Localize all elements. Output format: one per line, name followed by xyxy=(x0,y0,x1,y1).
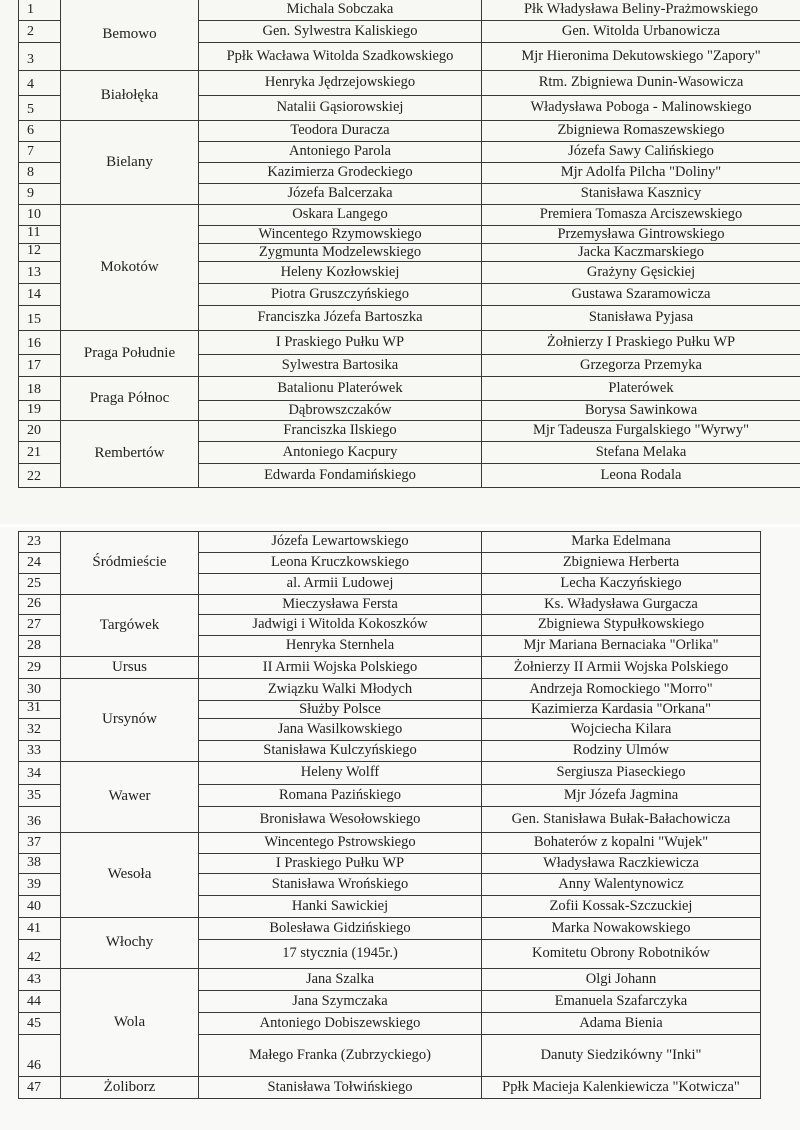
current-street-name: Jadwigi i Witolda Kokoszków xyxy=(199,615,482,636)
row-number: 4 xyxy=(19,71,61,96)
current-street-name: Antoniego Parola xyxy=(199,142,482,163)
row-number: 16 xyxy=(19,331,61,355)
row-number: 36 xyxy=(19,807,61,833)
table-row xyxy=(19,71,800,96)
row-number: 37 xyxy=(19,833,61,854)
new-street-name: Komitetu Obrony Robotników xyxy=(482,940,761,969)
district-name: Włochy xyxy=(61,918,199,969)
table-row xyxy=(19,679,761,701)
current-street-name: Józefa Lewartowskiego xyxy=(199,532,482,553)
new-street-name: Leona Rodala xyxy=(482,464,800,488)
row-number: 47 xyxy=(19,1077,61,1099)
table-row xyxy=(19,969,761,991)
current-street-name: Zygmunta Modzelewskiego xyxy=(199,244,482,262)
district-name: Wawer xyxy=(61,762,199,833)
new-street-name: Marka Nowakowskiego xyxy=(482,918,761,940)
table-row xyxy=(19,657,761,679)
row-number: 3 xyxy=(19,43,61,71)
current-street-name: Bronisława Wesołowskiego xyxy=(199,807,482,833)
row-number: 43 xyxy=(19,969,61,991)
table-row xyxy=(19,377,800,401)
district-name: Wola xyxy=(61,969,199,1077)
row-number: 44 xyxy=(19,991,61,1013)
new-street-name: Gen. Stanisława Bułak-Bałachowicza xyxy=(482,807,761,833)
current-street-name: Leona Kruczkowskiego xyxy=(199,553,482,574)
current-street-name: Gen. Sylwestra Kaliskiego xyxy=(199,21,482,43)
new-street-name: Grzegorza Przemyka xyxy=(482,355,800,377)
new-street-name: Emanuela Szafarczyka xyxy=(482,991,761,1013)
current-street-name: Edwarda Fondamińskiego xyxy=(199,464,482,488)
district-name: Bemowo xyxy=(61,0,199,71)
new-street-name: Władysława Raczkiewicza xyxy=(482,854,761,874)
new-street-name: Ks. Władysława Gurgacza xyxy=(482,595,761,615)
new-street-name: Danuty Siedzikówny "Inki" xyxy=(482,1035,761,1077)
row-number: 42 xyxy=(19,940,61,969)
street-renaming-table-part-2 xyxy=(18,531,761,1099)
row-number: 8 xyxy=(19,163,61,184)
table-row xyxy=(19,595,761,615)
current-street-name: Jana Wasilkowskiego xyxy=(199,719,482,741)
row-number: 10 xyxy=(19,205,61,226)
new-street-name: Grażyny Gęsickiej xyxy=(482,262,800,284)
new-street-name: Stanisława Pyjasa xyxy=(482,306,800,331)
new-street-name: Zofii Kossak-Szczuckiej xyxy=(482,896,761,918)
current-street-name: I Praskiego Pułku WP xyxy=(199,331,482,355)
new-street-name: Bohaterów z kopalni "Wujek" xyxy=(482,833,761,854)
current-street-name: Ppłk Wacława Witolda Szadkowskiego xyxy=(199,43,482,71)
current-street-name: Stanisława Tołwińskiego xyxy=(199,1077,482,1099)
new-street-name: Olgi Johann xyxy=(482,969,761,991)
current-street-name: Hanki Sawickiej xyxy=(199,896,482,918)
current-street-name: Sylwestra Bartosika xyxy=(199,355,482,377)
current-street-name: Dąbrowszczaków xyxy=(199,401,482,421)
table-row xyxy=(19,1077,761,1099)
row-number: 28 xyxy=(19,636,61,657)
current-street-name: al. Armii Ludowej xyxy=(199,574,482,595)
current-street-name: Henryka Sternhela xyxy=(199,636,482,657)
current-street-name: Romana Pazińskiego xyxy=(199,785,482,807)
row-number: 34 xyxy=(19,762,61,785)
row-number: 11 xyxy=(19,226,61,244)
district-name: Ursynów xyxy=(61,679,199,762)
row-number: 46 xyxy=(19,1035,61,1077)
row-number: 20 xyxy=(19,421,61,442)
row-number: 19 xyxy=(19,401,61,421)
row-number: 25 xyxy=(19,574,61,595)
district-name: Śródmieście xyxy=(61,532,199,595)
current-street-name: Michala Sobczaka xyxy=(199,0,482,21)
row-number: 5 xyxy=(19,96,61,121)
new-street-name: Władysława Poboga - Malinowskiego xyxy=(482,96,800,121)
new-street-name: Andrzeja Romockiego "Morro" xyxy=(482,679,761,701)
current-street-name: Jana Szymczaka xyxy=(199,991,482,1013)
current-street-name: Batalionu Platerówek xyxy=(199,377,482,401)
table-row xyxy=(19,0,800,21)
current-street-name: Jana Szalka xyxy=(199,969,482,991)
new-street-name: Jacka Kaczmarskiego xyxy=(482,244,800,262)
new-street-name: Przemysława Gintrowskiego xyxy=(482,226,800,244)
row-number: 45 xyxy=(19,1013,61,1035)
new-street-name: Ppłk Macieja Kalenkiewicza "Kotwicza" xyxy=(482,1077,761,1099)
new-street-name: Rodziny Ulmów xyxy=(482,741,761,762)
table-row xyxy=(19,833,761,854)
district-name: Ursus xyxy=(61,657,199,679)
row-number: 30 xyxy=(19,679,61,701)
table-row xyxy=(19,421,800,442)
current-street-name: II Armii Wojska Polskiego xyxy=(199,657,482,679)
current-street-name: Wincentego Pstrowskiego xyxy=(199,833,482,854)
district-name: Bielany xyxy=(61,121,199,205)
new-street-name: Gen. Witolda Urbanowicza xyxy=(482,21,800,43)
current-street-name: Józefa Balcerzaka xyxy=(199,184,482,205)
row-number: 32 xyxy=(19,719,61,741)
row-number: 1 xyxy=(19,0,61,21)
new-street-name: Żołnierzy I Praskiego Pułku WP xyxy=(482,331,800,355)
current-street-name: Franciszka Ilskiego xyxy=(199,421,482,442)
new-street-name: Mjr Józefa Jagmina xyxy=(482,785,761,807)
new-street-name: Żołnierzy II Armii Wojska Polskiego xyxy=(482,657,761,679)
row-number: 35 xyxy=(19,785,61,807)
new-street-name: Adama Bienia xyxy=(482,1013,761,1035)
current-street-name: Bolesława Gidzińskiego xyxy=(199,918,482,940)
row-number: 17 xyxy=(19,355,61,377)
new-street-name: Lecha Kaczyńskiego xyxy=(482,574,761,595)
row-number: 33 xyxy=(19,741,61,762)
table-row xyxy=(19,918,761,940)
new-street-name: Rtm. Zbigniewa Dunin-Wasowicza xyxy=(482,71,800,96)
street-renaming-table-part-1 xyxy=(18,0,800,488)
current-street-name: I Praskiego Pułku WP xyxy=(199,854,482,874)
new-street-name: Józefa Sawy Calińskiego xyxy=(482,142,800,163)
new-street-name: Mjr Mariana Bernaciaka "Orlika" xyxy=(482,636,761,657)
row-number: 9 xyxy=(19,184,61,205)
current-street-name: Stanisława Wrońskiego xyxy=(199,874,482,896)
new-street-name: Mjr Tadeusza Furgalskiego "Wyrwy" xyxy=(482,421,800,442)
current-street-name: Heleny Kozłowskiej xyxy=(199,262,482,284)
current-street-name: Kazimierza Grodeckiego xyxy=(199,163,482,184)
table-row xyxy=(19,331,800,355)
row-number: 13 xyxy=(19,262,61,284)
document-page-top xyxy=(0,0,800,527)
current-street-name: Związku Walki Młodych xyxy=(199,679,482,701)
row-number: 7 xyxy=(19,142,61,163)
new-street-name: Zbigniewa Herberta xyxy=(482,553,761,574)
row-number: 14 xyxy=(19,284,61,306)
district-name: Targówek xyxy=(61,595,199,657)
new-street-name: Zbigniewa Romaszewskiego xyxy=(482,121,800,142)
new-street-name: Gustawa Szaramowicza xyxy=(482,284,800,306)
district-name: Praga Południe xyxy=(61,331,199,377)
current-street-name: Heleny Wolff xyxy=(199,762,482,785)
table-row xyxy=(19,121,800,142)
new-street-name: Sergiusza Piaseckiego xyxy=(482,762,761,785)
new-street-name: Wojciecha Kilara xyxy=(482,719,761,741)
table-row xyxy=(19,532,761,553)
row-number: 2 xyxy=(19,21,61,43)
row-number: 39 xyxy=(19,874,61,896)
current-street-name: Antoniego Dobiszewskiego xyxy=(199,1013,482,1035)
new-street-name: Kazimierza Kardasia "Orkana" xyxy=(482,701,761,719)
district-name: Rembertów xyxy=(61,421,199,488)
new-street-name: Marka Edelmana xyxy=(482,532,761,553)
row-number: 12 xyxy=(19,244,61,262)
district-name: Wesoła xyxy=(61,833,199,918)
current-street-name: 17 stycznia (1945r.) xyxy=(199,940,482,969)
row-number: 29 xyxy=(19,657,61,679)
new-street-name: Borysa Sawinkowa xyxy=(482,401,800,421)
current-street-name: Henryka Jędrzejowskiego xyxy=(199,71,482,96)
current-street-name: Piotra Gruszczyńskiego xyxy=(199,284,482,306)
new-street-name: Mjr Hieronima Dekutowskiego "Zapory" xyxy=(482,43,800,71)
district-name: Żoliborz xyxy=(61,1077,199,1099)
row-number: 6 xyxy=(19,121,61,142)
row-number: 40 xyxy=(19,896,61,918)
row-number: 23 xyxy=(19,532,61,553)
current-street-name: Wincentego Rzymowskiego xyxy=(199,226,482,244)
table-row xyxy=(19,205,800,226)
row-number: 41 xyxy=(19,918,61,940)
row-number: 31 xyxy=(19,701,61,719)
row-number: 27 xyxy=(19,615,61,636)
current-street-name: Służby Polsce xyxy=(199,701,482,719)
district-name: Mokotów xyxy=(61,205,199,331)
new-street-name: Anny Walentynowicz xyxy=(482,874,761,896)
row-number: 24 xyxy=(19,553,61,574)
row-number: 18 xyxy=(19,377,61,401)
current-street-name: Mieczysława Fersta xyxy=(199,595,482,615)
row-number: 15 xyxy=(19,306,61,331)
current-street-name: Natalii Gąsiorowskiej xyxy=(199,96,482,121)
current-street-name: Oskara Langego xyxy=(199,205,482,226)
current-street-name: Stanisława Kulczyńskiego xyxy=(199,741,482,762)
new-street-name: Mjr Adolfa Pilcha "Doliny" xyxy=(482,163,800,184)
new-street-name: Stefana Melaka xyxy=(482,442,800,464)
document-page-bottom xyxy=(0,527,800,1130)
new-street-name: Zbigniewa Stypułkowskiego xyxy=(482,615,761,636)
row-number: 21 xyxy=(19,442,61,464)
district-name: Praga Północ xyxy=(61,377,199,421)
row-number: 26 xyxy=(19,595,61,615)
table-row xyxy=(19,762,761,785)
row-number: 22 xyxy=(19,464,61,488)
current-street-name: Teodora Duracza xyxy=(199,121,482,142)
new-street-name: Płk Władysława Beliny-Prażmowskiego xyxy=(482,0,800,21)
new-street-name: Premiera Tomasza Arciszewskiego xyxy=(482,205,800,226)
district-name: Białołęka xyxy=(61,71,199,121)
current-street-name: Franciszka Józefa Bartoszka xyxy=(199,306,482,331)
new-street-name: Stanisława Kasznicy xyxy=(482,184,800,205)
row-number: 38 xyxy=(19,854,61,874)
current-street-name: Małego Franka (Zubrzyckiego) xyxy=(199,1035,482,1077)
current-street-name: Antoniego Kacpury xyxy=(199,442,482,464)
new-street-name: Platerówek xyxy=(482,377,800,401)
